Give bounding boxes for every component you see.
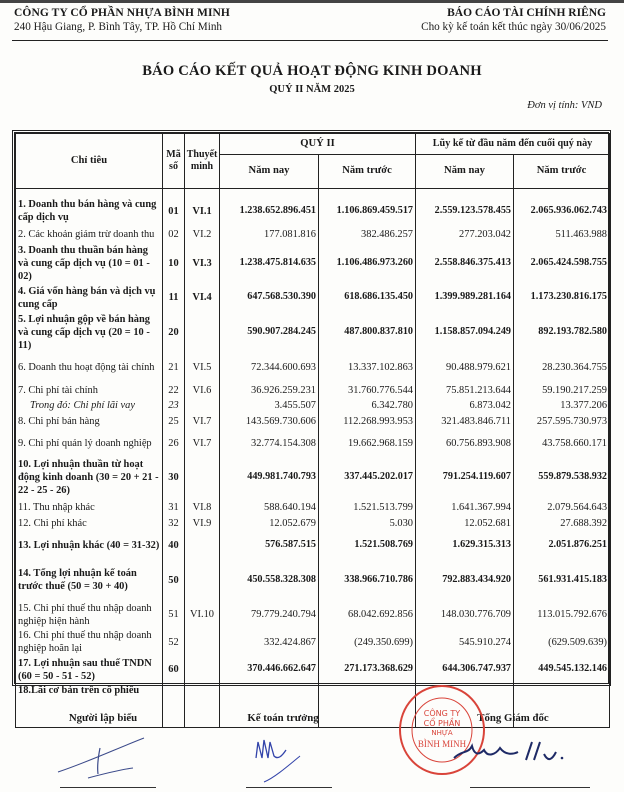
- row-code: 22: [163, 382, 185, 399]
- row-code: 23: [163, 399, 185, 413]
- row-note: [185, 684, 220, 728]
- row-q-this-year: 370.446.662.647: [220, 656, 319, 684]
- row-q-this-year: 143.569.730.606: [220, 413, 319, 430]
- row-ytd-last-year: 43.758.660.171: [514, 430, 610, 457]
- report-title: BÁO CÁO KẾT QUẢ HOẠT ĐỘNG KINH DOANH: [142, 63, 482, 79]
- row-q-this-year: 72.344.600.693: [220, 353, 319, 382]
- table-row: [16, 560, 610, 601]
- table-row: [16, 312, 610, 353]
- row-label: 1. Doanh thu bán hàng và cung cấp dịch vụ: [16, 197, 163, 226]
- stamp-line-2: CỔ PHẦN: [423, 719, 461, 728]
- report-subtitle: QUÝ II NĂM 2025: [269, 84, 355, 95]
- signature-label-general-director: Tổng Giám đốc: [477, 712, 549, 724]
- table-row: [16, 516, 610, 532]
- row-ytd-last-year: 28.230.364.755: [514, 353, 610, 382]
- row-label: 7. Chi phí tài chính: [16, 382, 163, 399]
- row-q-last-year: 618.686.135.450: [319, 284, 416, 312]
- row-q-last-year: 1.106.486.973.260: [319, 244, 416, 284]
- row-ytd-last-year: 511.463.988: [514, 226, 610, 244]
- preparer-signature-line: [60, 787, 156, 788]
- row-q-this-year: 12.052.679: [220, 516, 319, 532]
- signature-label-chief-accountant: Kế toán trưởng: [247, 712, 319, 724]
- row-note: VI.7: [185, 430, 220, 457]
- row-ytd-this-year: 2.559.123.578.455: [416, 197, 514, 226]
- table-row: [16, 382, 610, 399]
- income-statement-table-frame: [12, 130, 611, 696]
- row-q-this-year: 1.238.652.896.451: [220, 197, 319, 226]
- table-row: [16, 197, 610, 226]
- table-body: [16, 189, 610, 728]
- row-code: 40: [163, 532, 185, 560]
- col-header-note: Thuyết minh: [185, 134, 220, 189]
- table-row: [16, 601, 610, 629]
- row-ytd-last-year: 2.079.564.643: [514, 499, 610, 516]
- col-header-q-this-year: Năm nay: [220, 155, 319, 189]
- row-q-this-year: 450.558.328.308: [220, 560, 319, 601]
- row-ytd-last-year: (629.509.639): [514, 629, 610, 656]
- row-code: 30: [163, 457, 185, 499]
- period-note: Cho kỳ kế toán kết thúc ngày 30/06/2025: [421, 21, 606, 33]
- stamp-line-4: BÌNH MINH: [417, 739, 467, 749]
- row-ytd-this-year: 2.558.846.375.413: [416, 244, 514, 284]
- row-ytd-last-year: 59.190.217.259: [514, 382, 610, 399]
- row-note: VI.10: [185, 601, 220, 629]
- row-label: 5. Lợi nhuận gộp về bán hàng và cung cấp dịch vụ (20 = 10 - 11): [16, 312, 163, 353]
- table-row: [16, 226, 610, 244]
- row-label: 10. Lợi nhuận thuần từ hoạt động kinh doanh (30 = 20 + 21 - 22 - 25 - 26): [16, 457, 163, 499]
- row-ytd-this-year: 792.883.434.920: [416, 560, 514, 601]
- col-group-ytd: Lũy kế từ đầu năm đến cuối quý này: [416, 134, 610, 155]
- col-header-ytd-this-year: Năm nay: [416, 155, 514, 189]
- row-code: 02: [163, 226, 185, 244]
- row-ytd-last-year: 2.065.424.598.755: [514, 244, 610, 284]
- row-code: 32: [163, 516, 185, 532]
- row-q-last-year: 337.445.202.017: [319, 457, 416, 499]
- row-ytd-this-year: 6.873.042: [416, 399, 514, 413]
- row-ytd-this-year: 90.488.979.621: [416, 353, 514, 382]
- row-label: 6. Doanh thu hoạt động tài chính: [16, 353, 163, 382]
- row-code: 60: [163, 656, 185, 684]
- row-ytd-this-year: 1.641.367.994: [416, 499, 514, 516]
- row-label: 17. Lợi nhuận sau thuế TNDN (60 = 50 - 51 - 52): [16, 656, 163, 684]
- row-ytd-last-year: 2.065.936.062.743: [514, 197, 610, 226]
- chief-accountant-signature: [230, 730, 310, 788]
- row-note: VI.2: [185, 226, 220, 244]
- table-row: [16, 353, 610, 382]
- row-q-last-year: 5.030: [319, 516, 416, 532]
- row-q-this-year: 3.455.507: [220, 399, 319, 413]
- row-note: [185, 312, 220, 353]
- row-q-last-year: 1.106.869.459.517: [319, 197, 416, 226]
- row-note: VI.1: [185, 197, 220, 226]
- row-code: 10: [163, 244, 185, 284]
- row-ytd-this-year: 277.203.042: [416, 226, 514, 244]
- row-ytd-last-year: 561.931.415.183: [514, 560, 610, 601]
- row-q-this-year: 588.640.194: [220, 499, 319, 516]
- preparer-signature: [48, 730, 148, 780]
- row-label: 12. Chi phí khác: [16, 516, 163, 532]
- row-label: Trong đó: Chi phí lãi vay: [16, 399, 163, 413]
- row-ytd-this-year: 75.851.213.644: [416, 382, 514, 399]
- row-q-last-year: 6.342.780: [319, 399, 416, 413]
- table-row: [16, 656, 610, 684]
- row-q-this-year: 32.774.154.308: [220, 430, 319, 457]
- row-ytd-this-year: 60.756.893.908: [416, 430, 514, 457]
- header-divider: [12, 40, 608, 41]
- row-note: VI.6: [185, 382, 220, 399]
- row-ytd-last-year: 449.545.132.146: [514, 656, 610, 684]
- row-code: 20: [163, 312, 185, 353]
- row-note: [185, 656, 220, 684]
- table-row: [16, 284, 610, 312]
- row-q-last-year: 112.268.993.953: [319, 413, 416, 430]
- row-q-last-year: 13.337.102.863: [319, 353, 416, 382]
- chief-accountant-signature-line: [246, 787, 332, 788]
- row-label: 2. Các khoản giảm trừ doanh thu: [16, 226, 163, 244]
- row-label: 16. Chi phí thuế thu nhập doanh nghiệp hoãn lại: [16, 629, 163, 656]
- row-ytd-this-year: 791.254.119.607: [416, 457, 514, 499]
- row-q-last-year: 1.521.513.799: [319, 499, 416, 516]
- stamp-line-3: NHỰA: [431, 729, 453, 737]
- row-code: [163, 684, 185, 728]
- row-code: 21: [163, 353, 185, 382]
- row-q-last-year: 1.521.508.769: [319, 532, 416, 560]
- row-q-last-year: 487.800.837.810: [319, 312, 416, 353]
- row-code: 26: [163, 430, 185, 457]
- row-note: VI.8: [185, 499, 220, 516]
- row-ytd-last-year: 1.173.230.816.175: [514, 284, 610, 312]
- row-code: 31: [163, 499, 185, 516]
- row-ytd-this-year: 644.306.747.937: [416, 656, 514, 684]
- row-ytd-last-year: 27.688.392: [514, 516, 610, 532]
- row-q-this-year: 1.238.475.814.635: [220, 244, 319, 284]
- row-label: 4. Giá vốn hàng bán và dịch vụ cung cấp: [16, 284, 163, 312]
- row-ytd-this-year: 545.910.274: [416, 629, 514, 656]
- general-director-signature: [448, 732, 568, 772]
- scan-top-edge: [0, 0, 624, 3]
- general-director-signature-line: [470, 787, 590, 788]
- table-row: [16, 413, 610, 430]
- row-label: 15. Chi phí thuế thu nhập doanh nghiệp hiện hành: [16, 601, 163, 629]
- row-code: 11: [163, 284, 185, 312]
- row-label: 18.Lãi cơ bản trên cổ phiếu: [16, 684, 163, 728]
- company-name: CÔNG TY CỔ PHẦN NHỰA BÌNH MINH: [14, 7, 230, 19]
- row-q-last-year: 68.042.692.856: [319, 601, 416, 629]
- row-ytd-last-year: 892.193.782.580: [514, 312, 610, 353]
- row-ytd-last-year: 2.051.876.251: [514, 532, 610, 560]
- table-row: [16, 244, 610, 284]
- row-ytd-last-year: 559.879.538.932: [514, 457, 610, 499]
- row-q-this-year: 647.568.530.390: [220, 284, 319, 312]
- signature-label-preparer: Người lập biểu: [68, 712, 138, 724]
- table-row: [16, 457, 610, 499]
- row-note: VI.5: [185, 353, 220, 382]
- row-label: 3. Doanh thu thuần bán hàng và cung cấp dịch vụ (10 = 01 - 02): [16, 244, 163, 284]
- income-statement-table: [15, 133, 610, 728]
- col-header-q-last-year: Năm trước: [319, 155, 416, 189]
- row-ytd-last-year: 257.595.730.973: [514, 413, 610, 430]
- row-code: 52: [163, 629, 185, 656]
- row-code: 51: [163, 601, 185, 629]
- row-ytd-last-year: 113.015.792.676: [514, 601, 610, 629]
- row-q-last-year: (249.350.699): [319, 629, 416, 656]
- row-q-this-year: 36.926.259.231: [220, 382, 319, 399]
- company-address: 240 Hậu Giang, P. Bình Tây, TP. Hồ Chí Minh: [14, 21, 223, 33]
- report-header: [421, 7, 606, 33]
- table-row: [16, 399, 610, 413]
- row-label: 13. Lợi nhuận khác (40 = 31-32): [16, 532, 163, 560]
- table-row: [16, 532, 610, 560]
- table-row: [16, 499, 610, 516]
- row-note: VI.3: [185, 244, 220, 284]
- row-label: 14. Tổng lợi nhuận kế toán trước thuế (50 = 30 + 40): [16, 560, 163, 601]
- row-q-this-year: 590.907.284.245: [220, 312, 319, 353]
- row-ytd-this-year: 1.158.857.094.249: [416, 312, 514, 353]
- row-code: 50: [163, 560, 185, 601]
- row-q-last-year: 338.966.710.786: [319, 560, 416, 601]
- table-row: [16, 430, 610, 457]
- row-q-last-year: 19.662.968.159: [319, 430, 416, 457]
- row-ytd-last-year: 13.377.206: [514, 399, 610, 413]
- row-note: VI.7: [185, 413, 220, 430]
- row-note: [185, 457, 220, 499]
- row-q-this-year: 449.981.740.793: [220, 457, 319, 499]
- row-ytd-this-year: 1.399.989.281.164: [416, 284, 514, 312]
- row-note: [185, 532, 220, 560]
- row-q-this-year: 177.081.816: [220, 226, 319, 244]
- row-code: 25: [163, 413, 185, 430]
- row-ytd-this-year: 321.483.846.711: [416, 413, 514, 430]
- company-header: [14, 7, 230, 33]
- row-label: 9. Chi phí quản lý doanh nghiệp: [16, 430, 163, 457]
- row-code: 01: [163, 197, 185, 226]
- col-header-code: Mã số: [163, 134, 185, 189]
- row-ytd-this-year: 148.030.776.709: [416, 601, 514, 629]
- row-q-last-year: 382.486.257: [319, 226, 416, 244]
- row-label: 8. Chi phí bán hàng: [16, 413, 163, 430]
- row-q-last-year: 31.760.776.544: [319, 382, 416, 399]
- row-q-this-year: 332.424.867: [220, 629, 319, 656]
- currency-unit: Đơn vị tính: VND: [527, 100, 602, 111]
- row-note: [185, 560, 220, 601]
- row-q-this-year: 576.587.515: [220, 532, 319, 560]
- row-q-this-year: 79.779.240.794: [220, 601, 319, 629]
- row-note: [185, 629, 220, 656]
- col-group-quarter: QUÝ II: [220, 134, 416, 155]
- row-label: 11. Thu nhập khác: [16, 499, 163, 516]
- col-header-ytd-last-year: Năm trước: [514, 155, 610, 189]
- spacer-row: [16, 189, 610, 197]
- row-ytd-this-year: 1.629.315.313: [416, 532, 514, 560]
- report-type: BÁO CÁO TÀI CHÍNH RIÊNG: [447, 7, 606, 19]
- stamp-line-1: CÔNG TY: [423, 709, 461, 718]
- row-note: VI.4: [185, 284, 220, 312]
- row-q-last-year: 271.173.368.629: [319, 656, 416, 684]
- row-note: [185, 399, 220, 413]
- row-note: VI.9: [185, 516, 220, 532]
- row-ytd-this-year: 12.052.681: [416, 516, 514, 532]
- table-row: [16, 629, 610, 656]
- col-header-indicator: Chỉ tiêu: [16, 134, 163, 189]
